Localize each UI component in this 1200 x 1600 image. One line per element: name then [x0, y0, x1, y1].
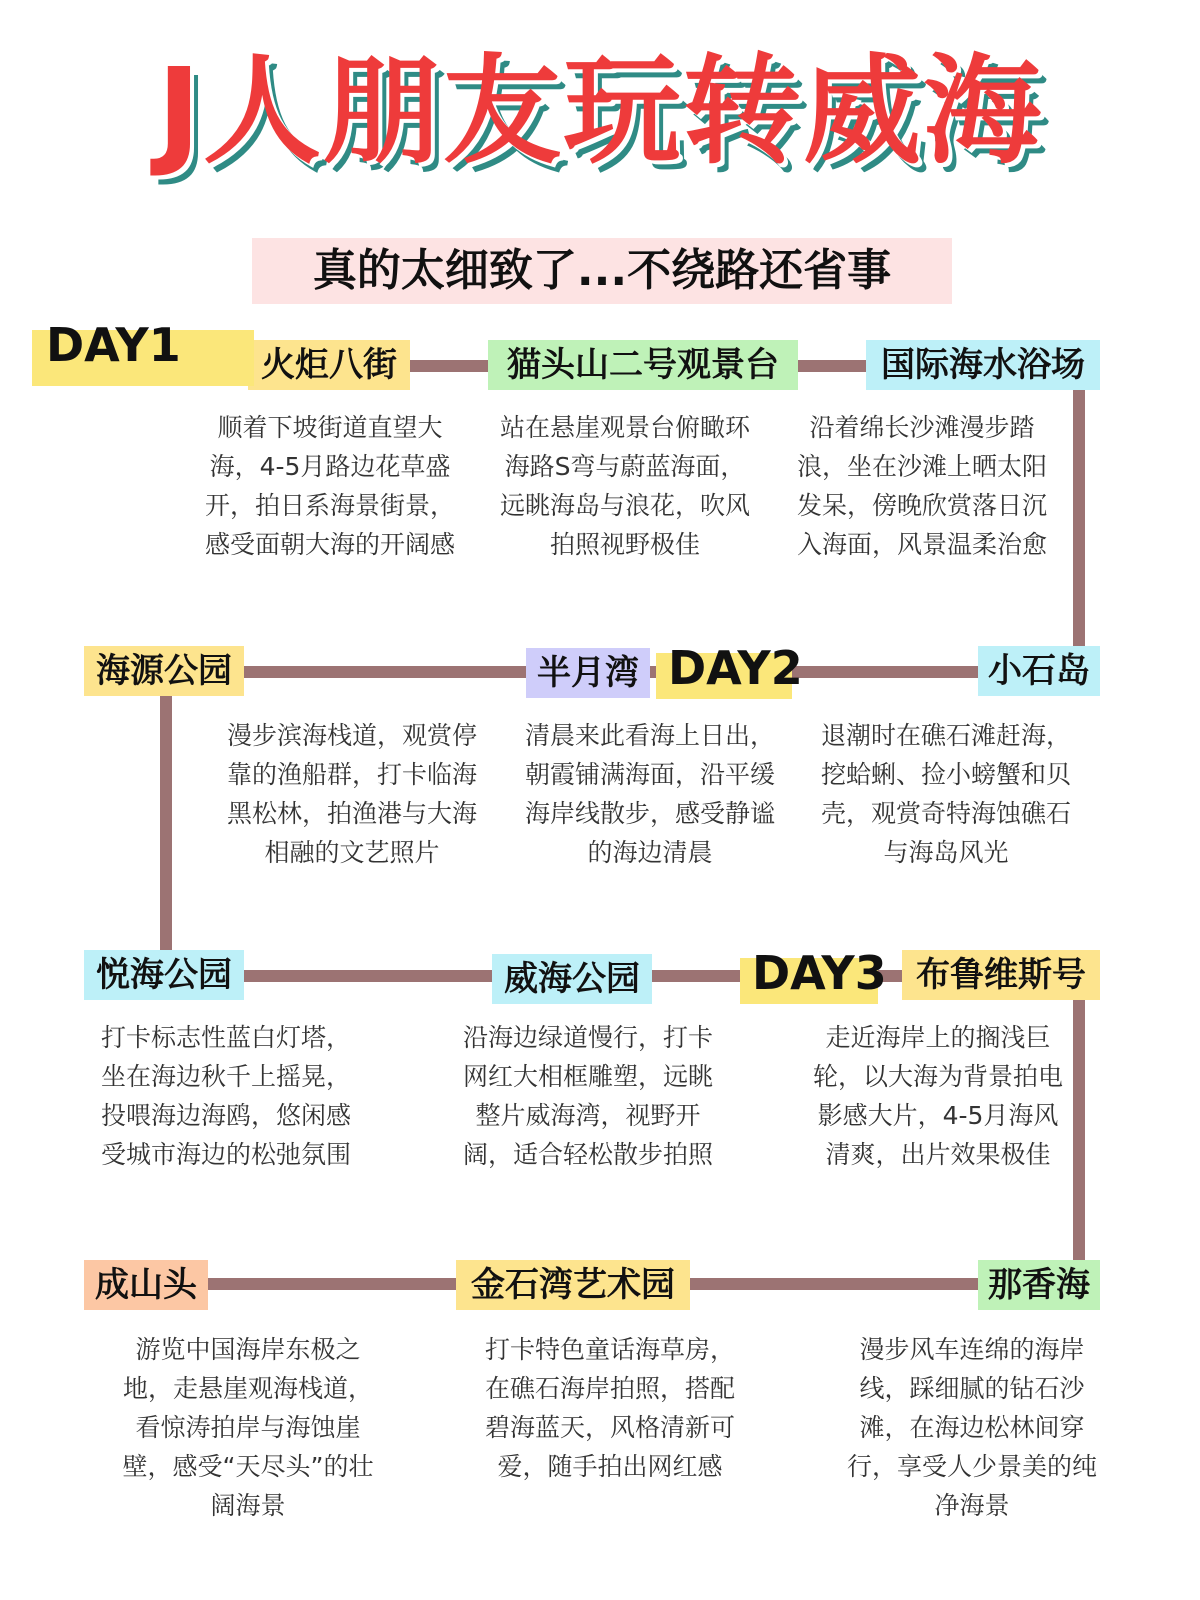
spot-tag-banyue-bay: 半月湾 [526, 648, 650, 698]
spot-desc-jinshi-bay-art-park: 打卡特色童话海草房，在礁石海岸拍照，搭配碧海蓝天，风格清新可爱，随手拍出网红感 [484, 1335, 735, 1481]
route-line-right2 [1073, 970, 1085, 1282]
spot-desc-chengshantou: 游览中国海岸东极之地，走悬崖观海栈道，看惊涛拍岸与海蚀崖壁，感受“天尽头”的壮阔海景 [122, 1335, 374, 1520]
spot-desc-xiaoshi-island: 退潮时在礁石滩赶海，挖蛤蜊、捡小螃蟹和贝壳，观赏奇特海蚀礁石与海岛风光 [820, 721, 1071, 867]
spot-tag-maotoushan-lookout: 猫头山二号观景台 [488, 340, 798, 390]
spot-desc-banyue-bay: 清晨来此看海上日出，朝霞铺满海面，沿平缓海岸线散步，感受静谧的海边清晨 [524, 721, 775, 867]
spot-tag-chengshantou: 成山头 [84, 1260, 208, 1310]
spot-tag-xiaoshi-island: 小石岛 [978, 646, 1100, 696]
day1-label: DAY1 [46, 322, 181, 368]
spot-desc-haiyuan-park: 漫步滨海栈道，观赏停靠的渔船群，打卡临海黑松林，拍渔港与大海相融的文艺照片 [226, 721, 477, 867]
spot-desc-naxianghai: 漫步风车连绵的海岸线，踩细腻的钻石沙滩，在海边松林间穿行，享受人少景美的纯净海景 [846, 1335, 1097, 1520]
spot-tag-yuehai-park: 悦海公园 [84, 950, 244, 1000]
spot-desc-yuehai-park: 打卡标志性蓝白灯塔，坐在海边秋千上摇晃，投喂海边海鸥，悠闲感受城市海边的松弛氛围 [100, 1023, 351, 1169]
spot-desc-bruvis-ship: 走近海岸上的搁浅巨轮，以大海为背景拍电影感大片，4-5月海风清爽，出片效果极佳 [812, 1023, 1063, 1169]
page-subtitle: 真的太细致了...不绕路还省事 [252, 238, 952, 304]
page-title: J人朋友玩转威海 [157, 42, 1043, 180]
route-line-right1 [1073, 360, 1085, 672]
spot-tag-naxianghai: 那香海 [978, 1260, 1100, 1310]
spot-tag-haiyuan-park: 海源公园 [84, 646, 244, 696]
spot-desc-huoju-8th-street: 顺着下坡街道直望大海，4-5月路边花草盛开，拍日系海景街景，感受面朝大海的开阔感 [204, 413, 455, 559]
spot-tag-weihai-park: 威海公园 [492, 954, 652, 1004]
spot-desc-international-beach: 沿着绵长沙滩漫步踏浪，坐在沙滩上晒太阳发呆，傍晚欣赏落日沉入海面，风景温柔治愈 [796, 413, 1047, 559]
spot-tag-international-beach: 国际海水浴场 [866, 340, 1100, 390]
spot-desc-maotoushan-lookout: 站在悬崖观景台俯瞰环海路S弯与蔚蓝海面，远眺海岛与浪花，吹风拍照视野极佳 [499, 413, 750, 559]
route-line-left [160, 666, 172, 980]
day2-label: DAY2 [668, 645, 803, 691]
spot-desc-weihai-park: 沿海边绿道慢行，打卡网红大相框雕塑，远眺整片威海湾，视野开阔，适合轻松散步拍照 [462, 1023, 713, 1169]
spot-tag-bruvis-ship: 布鲁维斯号 [902, 950, 1100, 1000]
spot-tag-huoju-8th-street: 火炬八街 [248, 340, 410, 390]
spot-tag-jinshi-bay-art-park: 金石湾艺术园 [456, 1260, 690, 1310]
day3-label: DAY3 [752, 950, 887, 996]
